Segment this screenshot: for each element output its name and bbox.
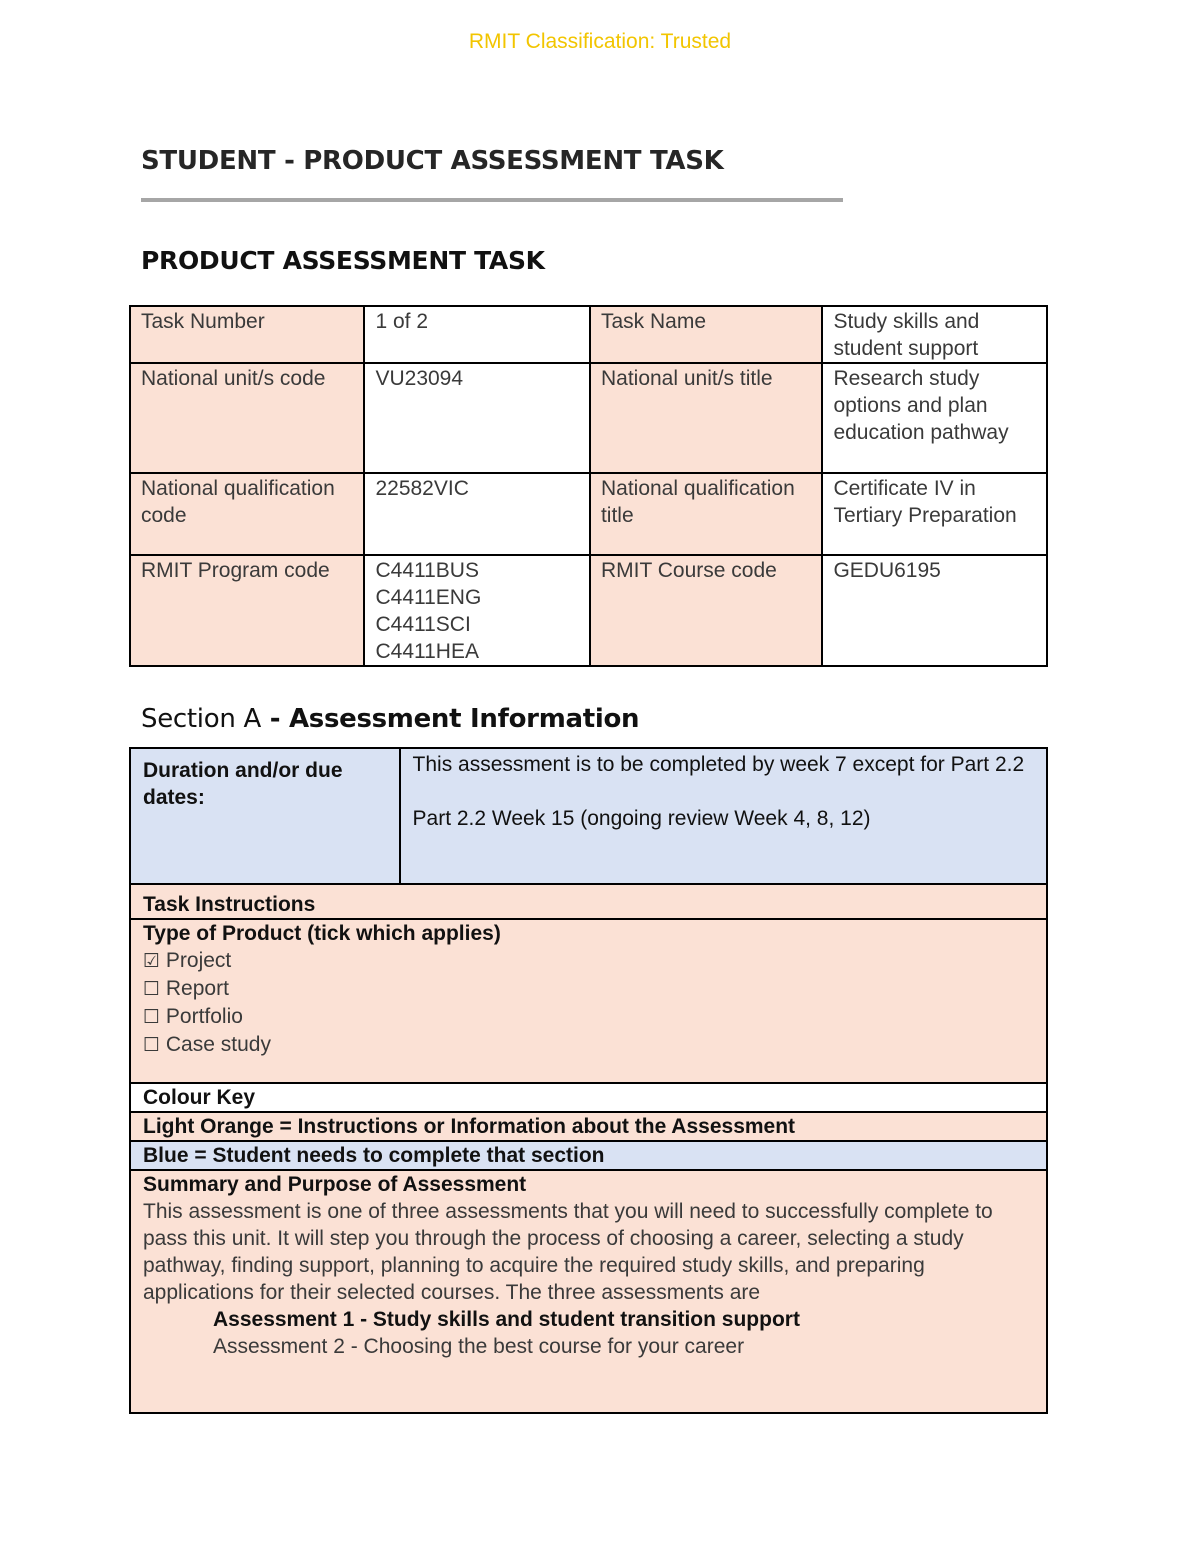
duration-value <box>400 748 1047 884</box>
unit-code-label: National unit/s code <box>130 363 364 473</box>
qualification-code-value: 22582VIC <box>364 473 590 555</box>
section-title: PRODUCT ASSESSMENT TASK <box>141 246 545 275</box>
summary-cell <box>130 1170 1047 1413</box>
qualification-title-value: Certificate IV in Tertiary Preparation <box>822 473 1047 555</box>
colour-key-heading: Colour Key <box>130 1083 1047 1112</box>
light-orange-key: Light Orange = Instructions or Information about the Assessment <box>130 1112 1047 1141</box>
task-instructions-heading: Task Instructions <box>130 884 1047 919</box>
task-number-value: 1 of 2 <box>364 306 590 363</box>
duration-line-1: This assessment is to be completed by week 7 except for Part 2.2 <box>412 753 1025 776</box>
duration-label: Duration and/or due dates: <box>130 748 400 884</box>
table-row <box>130 748 1047 884</box>
program-code: C4411HEA <box>375 640 479 663</box>
section-a-heading <box>141 704 639 734</box>
program-code: C4411SCI <box>375 613 471 636</box>
blue-key: Blue = Student needs to complete that section <box>130 1141 1047 1170</box>
product-type-option[interactable]: ☐ Report <box>143 977 229 1000</box>
unit-title-value: Research study options and plan education pathway <box>822 363 1047 473</box>
table-row <box>130 884 1047 919</box>
table-row <box>130 1170 1047 1413</box>
checkbox-icon[interactable]: ☐ <box>143 1034 161 1056</box>
checkbox-checked-icon[interactable]: ☑ <box>143 950 161 972</box>
title-divider <box>141 198 843 202</box>
assessment-1-item: Assessment 1 - Study skills and student transition support <box>213 1308 800 1331</box>
qualification-title-label: National qualification title <box>590 473 822 555</box>
table-row <box>130 919 1047 1083</box>
document-title: STUDENT - PRODUCT ASSESSMENT TASK <box>141 146 724 176</box>
summary-text: This assessment is one of three assessments that you will need to successfully complete to pass this unit. It will step you through the process of choosing a career, selecting a study pathway, finding support, planning to acquire the required study skills, and preparing applications for their selected courses. The three assessments are <box>143 1200 993 1304</box>
product-type-option[interactable]: ☐ Case study <box>143 1033 271 1056</box>
task-name-value: Study skills and student support <box>822 306 1047 363</box>
task-name-label: Task Name <box>590 306 822 363</box>
classification-label: RMIT Classification: Trusted <box>468 30 732 53</box>
checkbox-icon[interactable]: ☐ <box>143 1006 161 1028</box>
task-info-table <box>129 305 1048 667</box>
product-type-cell <box>130 919 1047 1083</box>
program-code-values <box>364 555 590 666</box>
product-type-option[interactable]: ☑ Project <box>143 949 232 972</box>
program-code: C4411ENG <box>375 586 482 609</box>
table-row <box>130 1141 1047 1170</box>
program-code-label: RMIT Program code <box>130 555 364 666</box>
qualification-code-label: National qualification code <box>130 473 364 555</box>
unit-code-value: VU23094 <box>364 363 590 473</box>
course-code-value: GEDU6195 <box>822 555 1047 666</box>
assessment-info-table <box>129 747 1048 1414</box>
table-row <box>130 1083 1047 1112</box>
table-row <box>130 473 1047 555</box>
table-row <box>130 555 1047 666</box>
summary-heading: Summary and Purpose of Assessment <box>143 1173 527 1196</box>
assessment-2-item: Assessment 2 - Choosing the best course for your career <box>213 1335 745 1358</box>
table-row <box>130 306 1047 363</box>
table-row <box>130 1112 1047 1141</box>
section-a-prefix: Section A <box>141 704 261 734</box>
checkbox-icon[interactable]: ☐ <box>143 978 161 1000</box>
table-row <box>130 363 1047 473</box>
section-a-title: - Assessment Information <box>260 704 640 734</box>
course-code-label: RMIT Course code <box>590 555 822 666</box>
product-type-heading: Type of Product (tick which applies) <box>143 922 501 945</box>
product-type-option[interactable]: ☐ Portfolio <box>143 1005 243 1028</box>
task-number-label: Task Number <box>130 306 364 363</box>
unit-title-label: National unit/s title <box>590 363 822 473</box>
program-code: C4411BUS <box>375 559 479 582</box>
duration-line-2: Part 2.2 Week 15 (ongoing review Week 4, 8, 12) <box>412 807 871 830</box>
